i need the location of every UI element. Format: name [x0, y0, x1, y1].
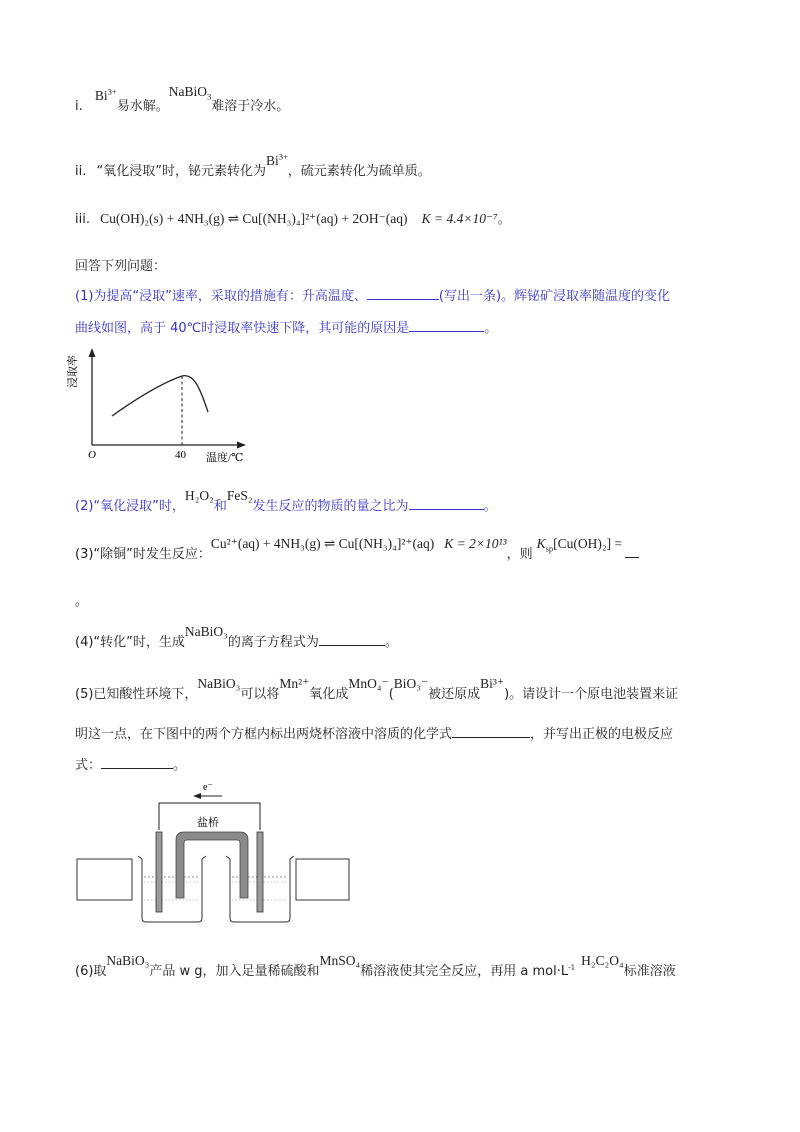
answer-blank[interactable] [367, 287, 439, 300]
salt-bridge-label: 盐桥 [197, 817, 219, 829]
note-i-label: i. [75, 99, 83, 114]
formula-nabio3: NaBiO₃ [184, 624, 228, 639]
formula-mn2: Mn²⁺ [279, 676, 310, 691]
question-5-line1: (5)已知酸性环境下，NaBiO₃可以将Mn²⁺氧化成MnO₄⁻(BiO₃⁻被还原成Bi³⁺)。请设计一个原电池装置来证 [75, 676, 679, 702]
left-beaker [138, 856, 206, 922]
formula-bi: Bi³⁺ [480, 676, 505, 691]
y-axis-label: 浸取率 [67, 355, 79, 388]
electron-label: e⁻ [203, 782, 213, 793]
question-1-line2: 曲线如图，高于 40℃时浸取率快速下降，其可能的原因是 。 [75, 321, 498, 336]
note-iii: iii. Cu(OH)₂(s) + 4NH₃(g) ⇌ Cu[(NH₃)₄]²⁺(aq) + 2OH⁻(aq) K = 4.4×10⁻⁷。 [75, 211, 511, 227]
note-ii: ii. “氧化浸取”时，铋元素转化为$Bi^{3+}$，硫元素转化为硫单质。 [75, 151, 431, 179]
electron-arrow-head [193, 793, 201, 799]
answer-blank[interactable] [452, 725, 530, 738]
answer-blank[interactable] [625, 545, 639, 558]
formula-mno4: MnO₄⁻ [348, 676, 389, 691]
leaching-curve [112, 376, 208, 416]
formula-mnso4: MnSO₄ [319, 953, 361, 968]
x-axis-arrow [237, 442, 246, 449]
formula-fes2: FeS₂ [226, 488, 253, 503]
formula-bio3: BiO₃⁻ [393, 676, 429, 691]
formula-nabio3: NaBiO₃ [106, 953, 150, 968]
tick-label-40: 40 [175, 449, 186, 461]
galvanic-cell-diagram [70, 780, 355, 925]
equilibrium-constant: K = 4.4×10⁻⁷ [421, 211, 498, 226]
answer-blank[interactable] [319, 633, 385, 646]
ksp-expression: $K_{sp}[Cu(OH)_2]$ = [536, 536, 623, 554]
left-solute-box[interactable] [77, 859, 132, 900]
question-6: (6)取NaBiO₃产品 w g，加入足量稀硫酸和MnSO₄稀溶液使其完全反应，再用 a $mol\cdot L^{-1}$ H₂C₂O₄标准溶液 [75, 953, 676, 979]
leaching-rate-graph [67, 340, 260, 470]
unit-superscript: -1 [568, 963, 576, 972]
question-3: (3)“除铜”时发生反应：Cu²⁺(aq) + 4NH₃(g) ⇌ Cu[(NH₃)₄]²⁺(aq) K = 2×10¹³，则$K_{sp}[Cu(OH)_2]$ = [75, 543, 639, 564]
right-electrode [257, 832, 263, 912]
origin-label: O [88, 449, 96, 461]
prompt: 回答下列问题： [75, 259, 167, 274]
question-4: (4)“转化”时，生成NaBiO₃的离子方程式为 。 [75, 624, 398, 650]
answer-blank[interactable] [409, 319, 484, 332]
formula-bi: $Bi^{3+}$ [94, 86, 117, 103]
equilibrium-equation: Cu(OH)₂(s) + 4NH₃(g) ⇌ Cu[(NH₃)₄]²⁺(aq) + 2OH⁻(aq) [100, 211, 408, 226]
question-5-line3: 式： 。 [75, 758, 187, 773]
right-solute-box[interactable] [296, 859, 349, 900]
question-3-end: 。 [75, 594, 89, 609]
question-1-line1: (1)为提高“浸取”速率，采取的措施有：升高温度、 (写出一条)。辉铋矿浸取率随温度的变化 [75, 289, 671, 304]
salt-bridge [176, 832, 248, 898]
answer-blank[interactable] [409, 497, 484, 510]
x-axis-label: 温度/℃ [206, 452, 244, 464]
formula-nabio3: NaBiO$_3$ [168, 84, 212, 102]
question-2: (2)“氧化浸取”时，H₂O₂和FeS₂发生反应的物质的量之比为 。 [75, 488, 497, 514]
formula-nabio3: NaBiO₃ [197, 676, 241, 691]
left-electrode [156, 832, 162, 912]
note-i: i. $Bi^{3+}$易水解。NaBiO$_3$难溶于冷水。 [75, 84, 290, 114]
formula-bi: $Bi^{3+}$ [265, 151, 288, 168]
y-axis-arrow [89, 348, 96, 357]
answer-blank[interactable] [101, 756, 173, 769]
formula-h2c2o4: H₂C₂O₄ [581, 953, 624, 968]
complexation-constant: K = 2×10¹³ [444, 536, 507, 551]
formula-h2o2: H₂O₂ [184, 488, 214, 503]
question-5-line2: 明这一点，在下图中的两个方框内标出两烧杯溶液中溶质的化学式 ，并写出正极的电极反应 [75, 727, 674, 742]
complexation-equation: Cu²⁺(aq) + 4NH₃(g) ⇌ Cu[(NH₃)₄]²⁺(aq) [210, 536, 435, 551]
